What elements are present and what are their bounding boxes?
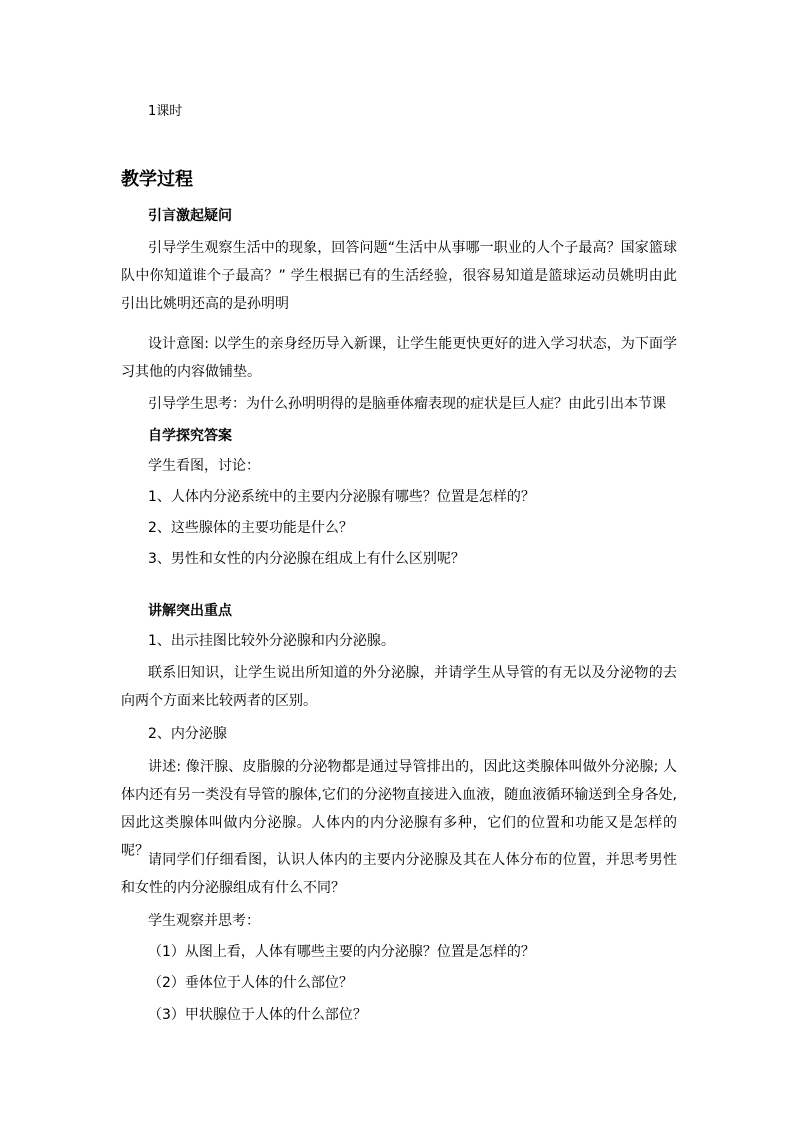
lecture-sub-question-1: （1）从图上看，人体有哪些主要的内分泌腺？位置是怎样的？ bbox=[148, 944, 535, 960]
intro-heading: 引言激起疑问 bbox=[148, 208, 232, 224]
self-study-question-3: 3、男性和女性的内分泌腺在组成上有什么区别呢？ bbox=[148, 551, 465, 567]
lecture-item-1-text: 联系旧知识，让学生说出所知道的外分泌腺，并请学生从导管的有无以及分泌物的去向两个方面来比较两者的区别。 bbox=[121, 665, 677, 709]
class-hours: 1课时 bbox=[148, 104, 183, 119]
intro-paragraph: 引导学生观察生活中的现象，回答问题“生活中从事哪一职业的人个子最高？国家篮球队中你知道谁个子最高？” 学生根据已有的生活经验，很容易知道是篮球运动员姚明由此引出比姚明还高的是孙明明 bbox=[121, 240, 677, 312]
lecture-observe-paragraph: 请同学们仔细看图，认识人体内的主要内分泌腺及其在人体分布的位置，并思考男性和女性的内分泌腺组成有什么不同？ bbox=[121, 852, 677, 896]
design-intent-paragraph: 设计意图: 以学生的亲身经历导入新课，让学生能更快更好的进入学习状态，为下面学习其他的内容做铺垫。 bbox=[121, 336, 677, 380]
lecture-explain-paragraph: 讲述: 像汗腺、皮脂腺的分泌物都是通过导管排出的，因此这类腺体叫做外分泌腺; 人体内还有另一类没有导管的腺体,它们的分泌物直接进入血液，随血液循环输送到全身各处,因此这类腺体叫做内分泌腺。人体内的内分泌腺有多种，它们的位置和功能又是怎样的呢？ bbox=[121, 759, 677, 859]
section-title: 教学过程 bbox=[121, 169, 193, 190]
self-study-question-1: 1、人体内分泌系统中的主要内分泌腺有哪些？位置是怎样的？ bbox=[148, 489, 535, 505]
lecture-sub-question-2: （2）垂体位于人体的什么部位？ bbox=[148, 975, 353, 991]
self-study-heading: 自学探究答案 bbox=[148, 428, 232, 444]
lecture-item-2: 2、内分泌腺 bbox=[148, 726, 227, 742]
self-study-question-2: 2、这些腺体的主要功能是什么？ bbox=[148, 520, 353, 536]
think-prompt-paragraph: 引导学生思考：为什么孙明明得的是脑垂体瘤表现的症状是巨人症？由此引出本节课 bbox=[148, 396, 666, 412]
lecture-observe-lead: 学生观察并思考： bbox=[148, 913, 260, 929]
lecture-item-1: 1、出示挂图比较外分泌腺和内分泌腺。 bbox=[148, 633, 395, 649]
lecture-sub-question-3: （3）甲状腺位于人体的什么部位？ bbox=[148, 1007, 367, 1023]
self-study-lead: 学生看图，讨论： bbox=[148, 458, 260, 474]
lecture-heading: 讲解突出重点 bbox=[148, 603, 232, 619]
